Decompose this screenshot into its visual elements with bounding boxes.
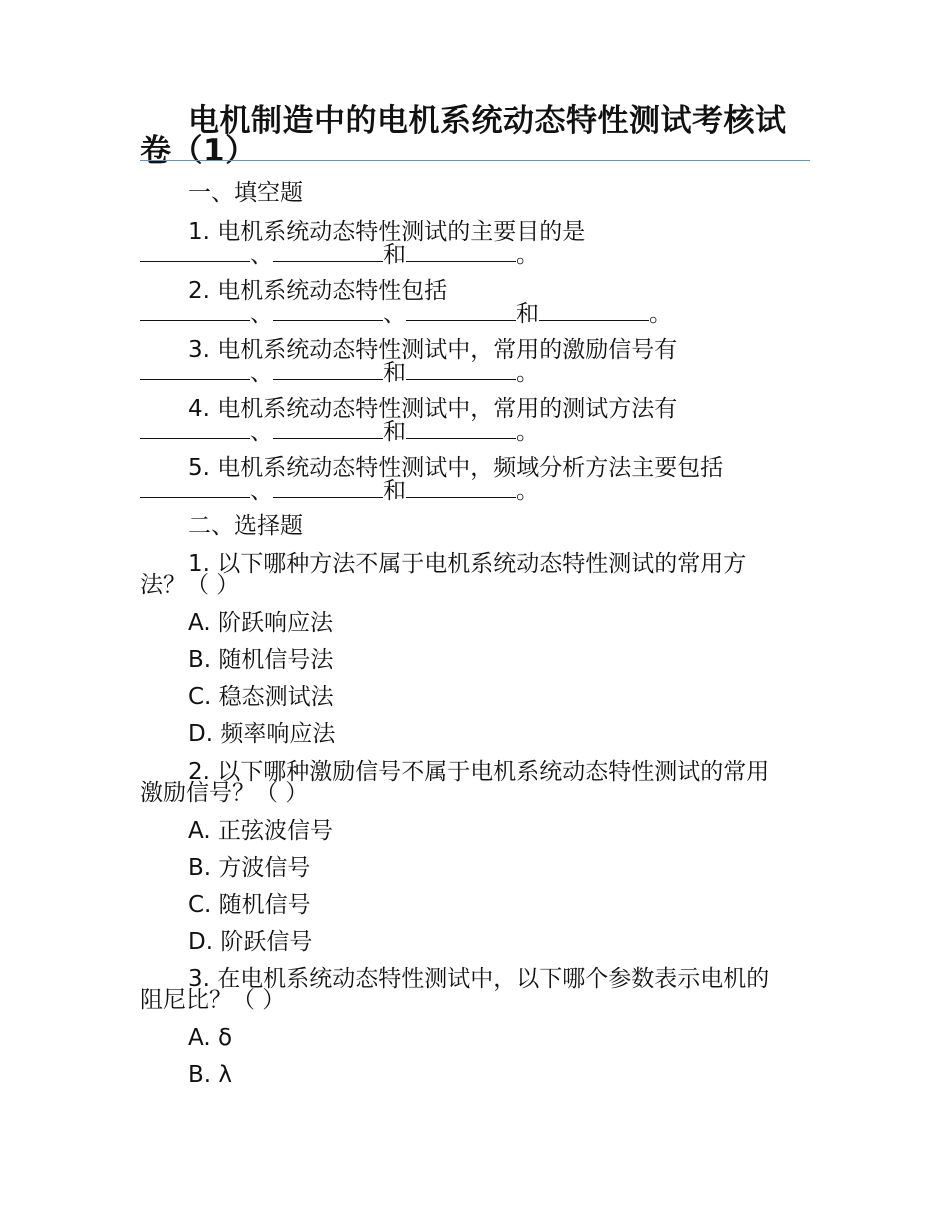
separator: 。 bbox=[649, 301, 672, 327]
question-number: 1. bbox=[188, 219, 210, 245]
option-a[interactable]: A. 正弦波信号 bbox=[188, 818, 333, 844]
question-stem: 2. 以下哪种激励信号不属于电机系统动态特性测试的常用 bbox=[188, 759, 770, 785]
answer-blank[interactable] bbox=[406, 361, 516, 380]
separator: 和 bbox=[383, 419, 406, 445]
fill-question-2 bbox=[140, 278, 820, 327]
answer-blank[interactable] bbox=[539, 302, 649, 321]
option-b[interactable]: B. λ bbox=[188, 1062, 233, 1088]
separator: 、 bbox=[250, 360, 273, 386]
separator: 、 bbox=[250, 419, 273, 445]
answer-blank[interactable] bbox=[140, 479, 250, 498]
separator: 和 bbox=[383, 360, 406, 386]
fill-question-1 bbox=[140, 219, 820, 268]
answer-blank[interactable] bbox=[406, 302, 516, 321]
page-title: 电机制造中的电机系统动态特性测试考核试卷（1） bbox=[140, 103, 787, 169]
section-heading-fill: 一、填空题 bbox=[188, 180, 303, 206]
question-number: 4. bbox=[188, 396, 210, 422]
answer-blank[interactable] bbox=[406, 420, 516, 439]
question-stem: 3. 在电机系统动态特性测试中，以下哪个参数表示电机的 bbox=[188, 966, 770, 992]
question-number: 3. bbox=[188, 337, 210, 363]
option-a[interactable]: A. δ bbox=[188, 1025, 233, 1051]
separator: 和 bbox=[516, 301, 539, 327]
choice-question-2 bbox=[140, 759, 820, 806]
fill-question-4 bbox=[140, 396, 820, 445]
separator: 。 bbox=[516, 478, 539, 504]
question-number: 2. bbox=[188, 278, 210, 304]
question-number: 5. bbox=[188, 455, 210, 481]
question-stem-cont: 法？（ ） bbox=[140, 572, 240, 598]
answer-blank[interactable] bbox=[140, 420, 250, 439]
separator: 、 bbox=[250, 242, 273, 268]
option-a[interactable]: A. 阶跃响应法 bbox=[188, 610, 333, 636]
option-d[interactable]: D. 阶跃信号 bbox=[188, 929, 313, 955]
option-b[interactable]: B. 方波信号 bbox=[188, 855, 311, 881]
option-b[interactable]: B. 随机信号法 bbox=[188, 647, 334, 673]
question-stem-cont: 阻尼比？（ ） bbox=[140, 987, 286, 1013]
option-c[interactable]: C. 稳态测试法 bbox=[188, 684, 334, 710]
separator: 。 bbox=[516, 242, 539, 268]
question-stem: 电机系统动态特性测试中，常用的激励信号有 bbox=[217, 337, 678, 363]
question-stem: 电机系统动态特性测试的主要目的是 bbox=[217, 219, 586, 245]
title-underline bbox=[140, 160, 810, 161]
fill-question-5 bbox=[140, 455, 820, 504]
choice-question-3 bbox=[140, 966, 820, 1013]
answer-blank[interactable] bbox=[273, 302, 383, 321]
answer-blank[interactable] bbox=[140, 361, 250, 380]
separator: 、 bbox=[383, 301, 406, 327]
answer-blank[interactable] bbox=[273, 361, 383, 380]
choice-question-1 bbox=[140, 551, 820, 598]
question-stem-cont: 激励信号？（ ） bbox=[140, 780, 309, 806]
answer-blank[interactable] bbox=[406, 479, 516, 498]
separator: 。 bbox=[516, 419, 539, 445]
question-stem: 1. 以下哪种方法不属于电机系统动态特性测试的常用方 bbox=[188, 551, 747, 577]
answer-blank[interactable] bbox=[140, 243, 250, 262]
fill-question-3 bbox=[140, 337, 820, 386]
question-stem: 电机系统动态特性包括 bbox=[217, 278, 448, 304]
option-c[interactable]: C. 随机信号 bbox=[188, 892, 311, 918]
answer-blank[interactable] bbox=[406, 243, 516, 262]
separator: 和 bbox=[383, 242, 406, 268]
question-stem: 电机系统动态特性测试中，频域分析方法主要包括 bbox=[217, 455, 724, 481]
separator: 、 bbox=[250, 301, 273, 327]
separator: 和 bbox=[383, 478, 406, 504]
separator: 、 bbox=[250, 478, 273, 504]
question-stem: 电机系统动态特性测试中，常用的测试方法有 bbox=[217, 396, 678, 422]
answer-blank[interactable] bbox=[273, 243, 383, 262]
answer-blank[interactable] bbox=[273, 479, 383, 498]
answer-blank[interactable] bbox=[140, 302, 250, 321]
option-d[interactable]: D. 频率响应法 bbox=[188, 721, 336, 747]
separator: 。 bbox=[516, 360, 539, 386]
section-heading-choice: 二、选择题 bbox=[188, 513, 303, 539]
answer-blank[interactable] bbox=[273, 420, 383, 439]
